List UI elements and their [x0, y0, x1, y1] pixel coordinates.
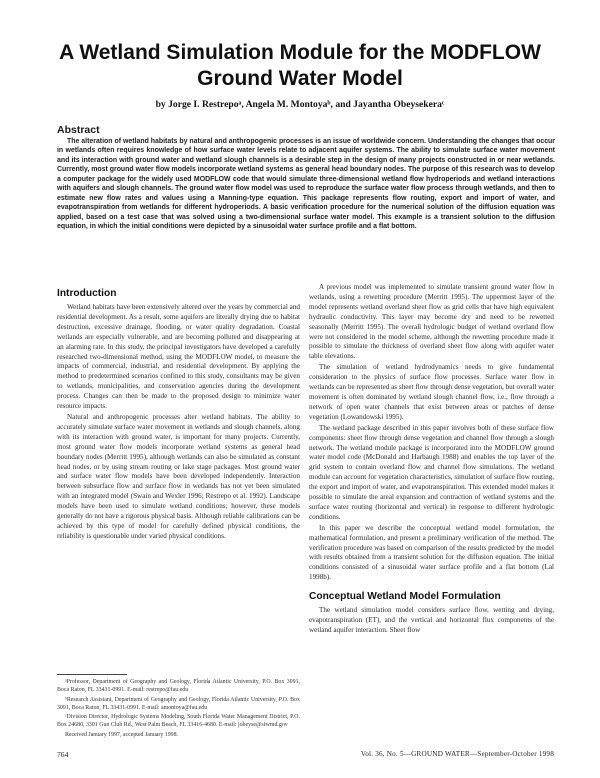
introduction-heading: Introduction: [57, 288, 117, 299]
right-paragraph-3: The wetland package described in this paper involves both of these surface flow components: sheet flow through dense vegetation and channel flow through a slough network. The wetland module package is incorporated into the MODFLOW ground water model code (McDonald and Harbaugh 1988) and enables the top layer of the grid system to contain overland flow and channel flow simulations. The wetland module can account for vegetation characteristics, simulation of surface flow routing, the export and import of water, and evapotranspiration. This extended model makes it possible to simulate the areal expansion and contraction of wetland systems and the surface water routing (horizontal and vertical) in response to different hydrologic conditions.: [309, 423, 554, 521]
footnote-c: ᶜDivision Director, Hydrologic Systems Modeling, South Florida Water Management District, P.O. Box 24680, 3301 Gun Club Rd., West Palm Beach, FL 33416-4680. E-mail: jobeyse@sfwmd.gov: [57, 714, 300, 729]
right-column: [309, 283, 554, 637]
footnote-divider: [57, 674, 127, 675]
abstract-heading: Abstract: [57, 124, 100, 136]
paper-title: [30, 40, 570, 92]
running-footer: Vol. 36, No. 5—GROUND WATER—September-October 1998: [360, 750, 554, 758]
title-line-2: Ground Water Model: [197, 67, 403, 90]
author-list: by Jorge I. Restrepoᵃ, Angela M. Montoyaᵇ, and Jayantha Obeysekeraᶜ: [155, 99, 445, 110]
right-paragraph-4: In this paper we describe the conceptual wetland model formulation, the mathematical formulation, and present a preliminary verification of the method. The verification procedure was based on comparison of the results predicted by the model with results obtained from a transient solution for the diffusion equation. The initial conditions consisted of a sinusoidal water surface profile and a flat bottom (Lal 1998b).: [309, 523, 554, 582]
intro-paragraph-2: Natural and anthropogenic processes alter wetland habitats. The ability to accurately simulate surface water movement in wetlands and slough channels, along with its interaction with ground water, is important for many projects. Currently, most ground water flow models incorporate wetland systems as general head boundary nodes (Merritt 1995), although wetlands can also be simulated as constant head nodes, or by using stream routing or lake stage packages. Most ground water and surface water flow models have been developed independently. Interaction between subsurface flow and surface flow in wetlands has not yet been simulated with an integrated model (Swain and Wexler 1996; Restrepo et al. 1992). Landscape models have been used to simulate wetland conditions; however, these models generally do not have a rigorous physical basis. Although reliable calibrations can be achieved by this type of model for carefully defined physical conditions, the reliability is questionable under varied physical conditions.: [57, 412, 300, 540]
footnotes: [57, 678, 300, 740]
intro-paragraph-1: Wetland habitats have been extensively altered over the years by commercial and residential development. As a result, some aquifers are literally drying due to habitat destruction, excessive drainage, flooding, or water quality degradation. Coastal wetlands are especially vulnerable, and are becoming polluted and disappearing at an alarming rate. In this study, the principal investigators have developed a carefully researched two-dimensional method, using the MODFLOW model, to measure the impacts of commercial, industrial, and residential development. By applying the method to predetermined scenarios confined to this study, consultants may be given to wetlands, municipalities, and conservation agencies during the development process. Changes can then be made to the proposed design to minimize water resource impacts.: [57, 303, 300, 411]
conceptual-model-heading: Conceptual Wetland Model Formulation: [309, 591, 501, 603]
received-note: Received January 1997, accepted January 1998.: [65, 731, 179, 738]
right-paragraph-5: The wetland simulation model considers surface flow, wetting and drying, evapotranspiration (ET), and the vertical and horizontal flux components of the wetland aquifer interaction. Sheet flow: [309, 606, 554, 634]
footnote-b: ᵇResearch Assistant, Department of Geography and Geology, Florida Atlantic University, P.O. Box 3091, Boca Raton, FL 33431-0991. E-mail: amontoya@fau.edu: [57, 696, 300, 711]
right-paragraph-2: The simulation of wetland hydrodynamics needs to give fundamental consideration to the physics of surface flow processes. Surface water flow in wetlands can be represented as sheet flow through dense vegetation, but overall water movement is often dominated by wetland slough channel flow, i.e., flow through a network of open water channels that exist between areas or patches of dense vegetation (Lowandowski 1995).: [309, 363, 554, 421]
left-column: [57, 283, 300, 543]
right-paragraph-1: A previous model was implemented to simulate transient ground water flow in wetlands, using a rewetting procedure (Merritt 1995). The uppermost layer of the model represents wetland overland sheet flow as grid cells that have high equivalent hydraulic conductivity. This layer may become dry and need to be rewetted seasonally (Merritt 1995). The overall hydrologic budget of wetland overland flow were not considered in the model scheme, although the rewetting procedure made it possible to simulate the thickness of overland sheet flow along with aquifer water table elevations.: [309, 283, 554, 361]
footnote-a: ᵃProfessor, Department of Geography and Geology, Florida Atlantic University, P.O. Box 3091, Boca Raton, FL 33431-0991. E-mail: restrepo@fau.edu: [57, 679, 300, 694]
title-line-1: A Wetland Simulation Module for the MODFLOW: [59, 41, 541, 64]
page-number: 764: [57, 750, 69, 759]
abstract-text: The alteration of wetland habitats by natural and anthropogenic processes is an issue of worldwide concern. Understanding the changes that occur in wetlands often requires knowledge of how surface water levels relate to adjacent aquifer systems. The ability to simulate surface water movement and its interaction with ground water and wetland slough channels is a desirable step in the design of many projects constructed in or near wetlands. Currently, most ground water flow models incorporate wetland systems as general head boundary nodes. The purpose of this research was to develop a computer package for the widely used MODFLOW code that would simulate three-dimensional wetland flow hydroperiods and wetland interactions with aquifers and slough channels. The ground water flow model was used to reproduce the surface water flow process through wetlands, and then to estimate new flow rates and values using a Manning-type equation. This package represents flow routing, export and import of water, and evapotranspiration from wetlands for different hydroperiods. A basic verification procedure for the numerical solution of the diffusion equation was applied, based on a test case that was solved using a two-dimensional surface water model. This example is a transient solution to the diffusion equation, in which the initial conditions were depicted by a sinusoidal water surface profile and a flat bottom.: [57, 138, 555, 231]
